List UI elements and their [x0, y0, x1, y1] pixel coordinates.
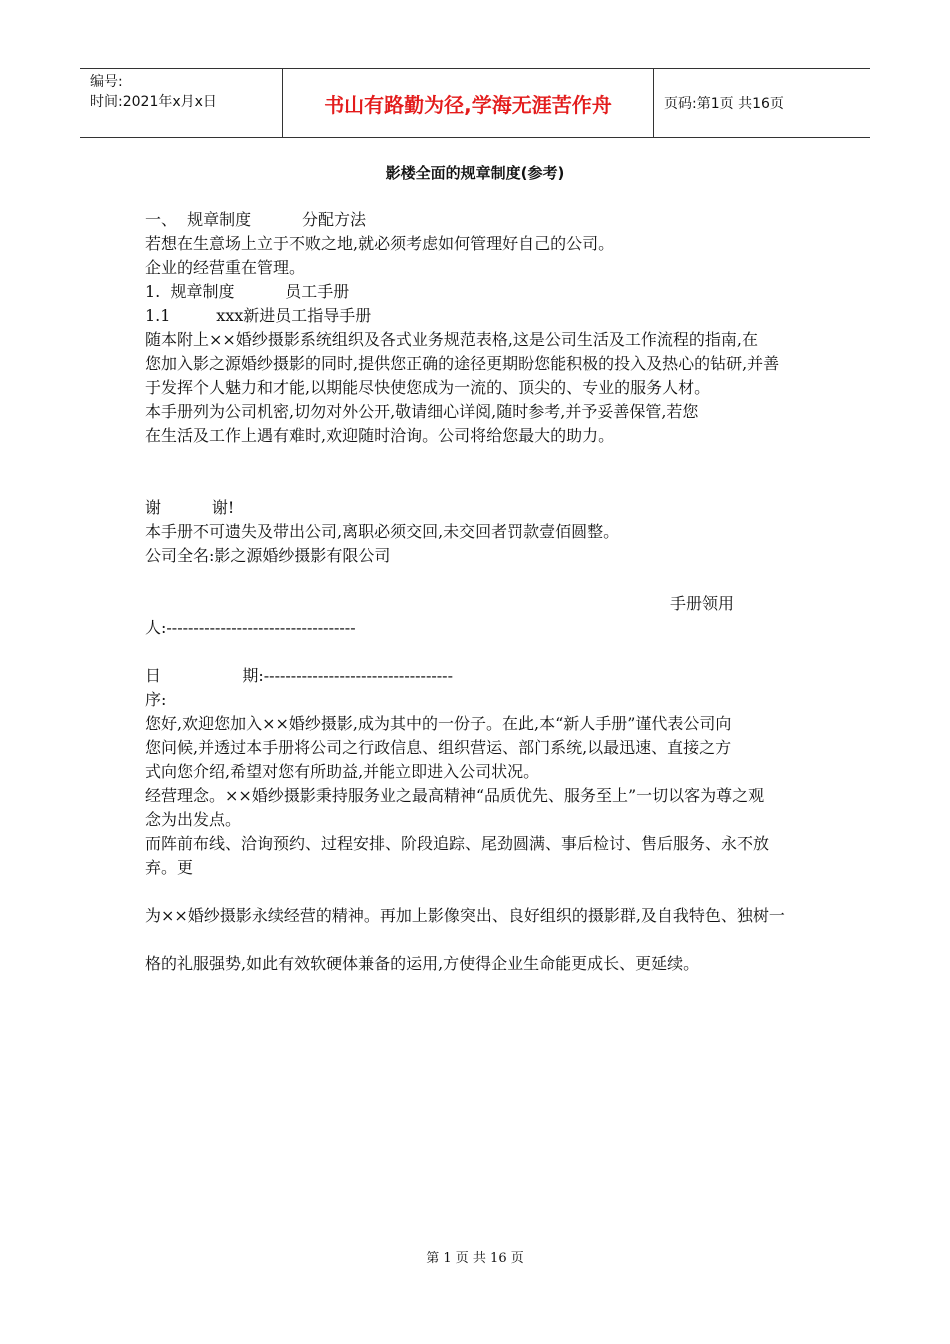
paragraph: 本手册列为公司机密,切勿对外公开,敬请细心详阅,随时参考,并予妥善保管,若您 — [145, 402, 699, 421]
section-heading: 一、 规章制度 分配方法 — [145, 210, 367, 229]
paragraph: 您问候,并透过本手册将公司之行政信息、组织营运、部门系统,以最迅速、直接之方 — [145, 738, 732, 757]
paragraph: 您加入影之源婚纱摄影的同时,提供您正确的途径更期盼您能积极的投入及热心的钻研,并善 — [145, 354, 780, 373]
page-footer: 第 1 页 共 16 页 — [426, 1251, 524, 1266]
header-page-info: 页码:第1页 共16页 — [664, 96, 784, 112]
section-heading: 1.1 xxx新进员工指导手册 — [145, 306, 372, 325]
preface-heading: 序: — [145, 690, 167, 709]
paragraph: 而阵前布线、洽询预约、过程安排、阶段追踪、尾劲圆满、事后检讨、售后服务、永不放弃。更 — [145, 834, 770, 877]
spacer — [145, 568, 800, 592]
paragraph: 随本附上××婚纱摄影系统组织及各式业务规范表格,这是公司生活及工作流程的指南,在 — [145, 330, 758, 349]
paragraph: 您好,欢迎您加入××婚纱摄影,成为其中的一份子。在此,本“新人手册”谨代表公司向 — [145, 714, 732, 733]
spacer — [145, 640, 800, 664]
paragraph: 企业的经营重在管理。 — [145, 258, 306, 277]
page-header — [80, 68, 870, 138]
paragraph: 格的礼服强势,如此有效软硬体兼备的运用,方使得企业生命能更成长、更延续。 — [145, 954, 700, 973]
paragraph: 为××婚纱摄影永续经营的精神。再加上影像突出、良好组织的摄影群,及自我特色、独树一 — [145, 906, 785, 925]
paragraph: 式向您介绍,希望对您有所助益,并能立即进入公司状况。 — [145, 762, 540, 781]
paragraph: 本手册不可遗失及带出公司,离职必须交回,未交回者罚款壹佰圆整。 — [145, 522, 620, 541]
paragraph: 念为出发点。 — [145, 810, 242, 829]
header-meta — [80, 69, 282, 137]
recipient-label: 手册领用 — [670, 594, 735, 613]
document-title: 影楼全面的规章制度(参考) — [385, 164, 565, 182]
document-number-label: 编号: — [90, 74, 123, 90]
paragraph: 在生活及工作上遇有难时,欢迎随时洽询。公司将给您最大的助力。 — [145, 426, 615, 445]
paragraph: 若想在生意场上立于不败之地,就必须考虑如何管理好自己的公司。 — [145, 234, 615, 253]
company-name: 公司全名:影之源婚纱摄影有限公司 — [145, 546, 391, 565]
recipient-line: 人:----------------------------------- — [145, 618, 356, 637]
section-heading: 1. 规章制度 员工手册 — [145, 282, 350, 301]
paragraph: 于发挥个人魅力和才能,以期能尽快使您成为一流的、顶尖的、专业的服务人材。 — [145, 378, 711, 397]
document-time-label: 时间:2021年x月x日 — [90, 94, 217, 110]
thanks-line: 谢 谢! — [145, 498, 235, 517]
paragraph: 经营理念。××婚纱摄影秉持服务业之最高精神“品质优先、服务至上”一切以客为尊之观 — [145, 786, 765, 805]
document-body — [145, 208, 800, 976]
spacer — [145, 448, 800, 496]
header-motto: 书山有路勤为径,学海无涯苦作舟 — [282, 69, 654, 137]
date-line: 日 期:----------------------------------- — [145, 666, 453, 685]
